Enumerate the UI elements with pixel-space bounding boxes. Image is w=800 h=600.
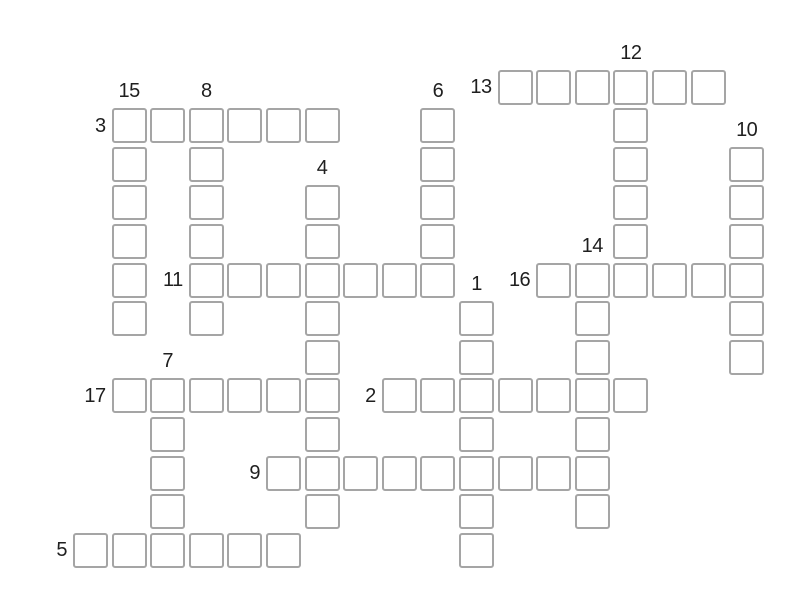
clue-number-4-down: 4 [316,157,328,180]
clue-number-2-across: 2 [365,384,376,407]
crossword-cell-r1c5[interactable] [266,108,301,143]
crossword-cell-r6c13[interactable] [575,301,610,336]
crossword-cell-r10c6[interactable] [305,456,340,491]
crossword-cell-r4c9[interactable] [420,224,455,259]
crossword-cell-r1c2[interactable] [150,108,185,143]
clue-number-13-across: 13 [470,76,492,98]
crossword-cell-r11c10[interactable] [459,494,494,529]
crossword-cell-r7c17[interactable] [729,340,764,375]
crossword-cell-r11c13[interactable] [575,494,610,529]
crossword-cell-r8c5[interactable] [266,378,301,413]
crossword-cell-r12c5[interactable] [266,533,301,568]
clue-number-17-across: 17 [84,384,106,407]
crossword-cell-r12c4[interactable] [227,533,262,568]
crossword-cell-r10c9[interactable] [420,456,455,491]
crossword-cell-r6c17[interactable] [729,301,764,336]
crossword-cell-r8c6[interactable] [305,378,340,413]
crossword-cell-r5c12[interactable] [536,263,571,298]
crossword-cell-r8c4[interactable] [227,378,262,413]
crossword-cell-r4c6[interactable] [305,224,340,259]
crossword-cell-r5c9[interactable] [420,263,455,298]
crossword-cell-r4c1[interactable] [112,224,147,259]
crossword-cell-r10c12[interactable] [536,456,571,491]
crossword-cell-r3c17[interactable] [729,185,764,220]
crossword-cell-r0c11[interactable] [498,70,533,105]
crossword-cell-r10c7[interactable] [343,456,378,491]
clue-number-9-across: 9 [249,462,260,484]
crossword-cell-r9c6[interactable] [305,417,340,452]
crossword-cell-r5c16[interactable] [691,263,726,298]
crossword-cell-r1c3[interactable] [189,108,224,143]
crossword-cell-r12c2[interactable] [150,533,185,568]
crossword-cell-r10c11[interactable] [498,456,533,491]
crossword-cell-r5c3[interactable] [189,263,224,298]
crossword-cell-r3c3[interactable] [189,185,224,220]
crossword-cell-r6c1[interactable] [112,301,147,336]
crossword-cell-r5c6[interactable] [305,263,340,298]
crossword-cell-r0c14[interactable] [613,70,648,105]
clue-number-11-across: 11 [163,269,183,291]
crossword-cell-r2c9[interactable] [420,147,455,182]
crossword-cell-r2c17[interactable] [729,147,764,182]
clue-number-16-across: 16 [508,269,531,291]
crossword-cell-r1c6[interactable] [305,108,340,143]
crossword-cell-r9c13[interactable] [575,417,610,452]
crossword-cell-r3c6[interactable] [305,185,340,220]
crossword-cell-r4c17[interactable] [729,224,764,259]
crossword-cell-r4c3[interactable] [189,224,224,259]
clue-number-6-down: 6 [432,80,444,103]
crossword-cell-r8c14[interactable] [613,378,648,413]
clue-number-14-down: 14 [581,234,603,257]
crossword-cell-r12c1[interactable] [112,533,147,568]
crossword-cell-r11c2[interactable] [150,494,185,529]
crossword-cell-r5c5[interactable] [266,263,301,298]
crossword-cell-r8c12[interactable] [536,378,571,413]
crossword-cell-r10c10[interactable] [459,456,494,491]
crossword-cell-r5c1[interactable] [112,263,147,298]
crossword-cell-r0c12[interactable] [536,70,571,105]
crossword-cell-r8c1[interactable] [112,378,147,413]
crossword-cell-r7c6[interactable] [305,340,340,375]
crossword-cell-r5c7[interactable] [343,263,378,298]
crossword-cell-r6c3[interactable] [189,301,224,336]
crossword-cell-r2c14[interactable] [613,147,648,182]
crossword-cell-r1c9[interactable] [420,108,455,143]
crossword-cell-r7c10[interactable] [459,340,494,375]
crossword-cell-r9c10[interactable] [459,417,494,452]
crossword-cell-r8c8[interactable] [382,378,417,413]
crossword-cell-r12c3[interactable] [189,533,224,568]
crossword-cell-r5c8[interactable] [382,263,417,298]
crossword-cell-r8c13[interactable] [575,378,610,413]
crossword-cell-r3c9[interactable] [420,185,455,220]
crossword-cell-r5c14[interactable] [613,263,648,298]
crossword-cell-r5c13[interactable] [575,263,610,298]
crossword-cell-r3c14[interactable] [613,185,648,220]
crossword-cell-r8c9[interactable] [420,378,455,413]
clue-number-1-down: 1 [471,273,482,296]
crossword-cell-r4c14[interactable] [613,224,648,259]
crossword-cell-r1c4[interactable] [227,108,262,143]
crossword-cell-r12c10[interactable] [459,533,494,568]
clue-number-3-across: 3 [94,114,106,137]
clue-number-7-down: 7 [162,350,173,373]
clue-number-10-down: 10 [736,118,758,141]
crossword-cell-r2c1[interactable] [112,147,147,182]
crossword-cell-r6c10[interactable] [459,301,494,336]
clue-number-5-across: 5 [56,539,67,562]
crossword-cell-r8c11[interactable] [498,378,533,413]
crossword-cell-r10c2[interactable] [150,456,185,491]
crossword-cell-r11c6[interactable] [305,494,340,529]
crossword-cell-r0c16[interactable] [691,70,726,105]
crossword-cell-r6c6[interactable] [305,301,340,336]
crossword-cell-r1c1[interactable] [112,108,147,143]
clue-number-8-down: 8 [200,80,212,103]
crossword-cell-r0c15[interactable] [652,70,687,105]
crossword-cell-r9c2[interactable] [150,417,185,452]
crossword-cell-r8c10[interactable] [459,378,494,413]
crossword-cell-r8c3[interactable] [189,378,224,413]
crossword-cell-r10c8[interactable] [382,456,417,491]
crossword-cell-r7c13[interactable] [575,340,610,375]
crossword-cell-r0c13[interactable] [575,70,610,105]
crossword-cell-r10c13[interactable] [575,456,610,491]
crossword-cell-r5c15[interactable] [652,263,687,298]
clue-number-12-down: 12 [620,41,642,64]
crossword-cell-r5c4[interactable] [227,263,262,298]
crossword-cell-r12c0[interactable] [73,533,108,568]
crossword-cell-r2c3[interactable] [189,147,224,182]
crossword-cell-r10c5[interactable] [266,456,301,491]
clue-number-15-down: 15 [118,80,140,103]
crossword-cell-r5c17[interactable] [729,263,764,298]
crossword-cell-r1c14[interactable] [613,108,648,143]
crossword-cell-r8c2[interactable] [150,378,185,413]
crossword-cell-r3c1[interactable] [112,185,147,220]
